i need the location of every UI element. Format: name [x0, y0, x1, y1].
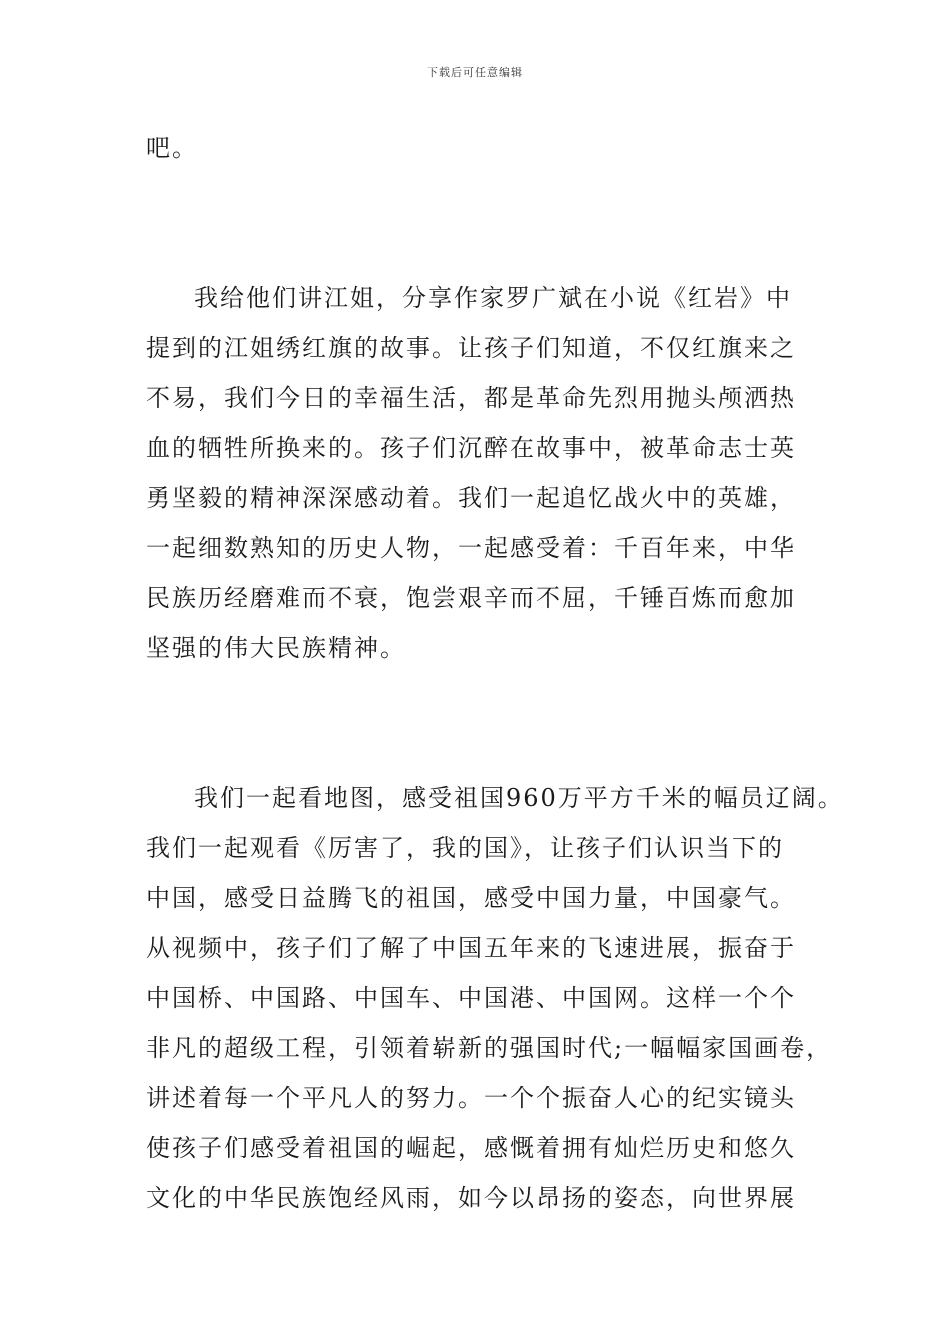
- text-line: 非凡的超级工程，引领着崭新的强国时代;一幅幅家国画卷，: [146, 1034, 833, 1062]
- page-header: 下载后可任意编辑: [427, 66, 523, 79]
- text-line: 提到的江姐绣红旗的故事。让孩子们知道，不仅红旗来之: [146, 334, 796, 362]
- text-line: 不易，我们今日的幸福生活，都是革命先烈用抛头颅洒热: [146, 384, 796, 412]
- paragraph-first-line: 我们一起看地图，感受祖国960万平方千米的幅员辽阔。: [194, 784, 844, 812]
- text-line: 从视频中，孩子们了解了中国五年来的飞速进展，振奋于: [146, 934, 796, 962]
- text-line: 讲述着每一个平凡人的努力。一个个振奋人心的纪实镜头: [146, 1084, 796, 1112]
- text-line: 民族历经磨难而不衰，饱尝艰辛而不屈，千锤百炼而愈加: [146, 584, 796, 612]
- paragraph-first-line: 我给他们讲江姐，分享作家罗广斌在小说《红岩》中: [194, 284, 792, 312]
- text-line: 一起细数熟知的历史人物，一起感受着：千百年来，中华: [146, 534, 796, 562]
- text-line: 中国，感受日益腾飞的祖国，感受中国力量，中国豪气。: [146, 884, 796, 912]
- text-line: 文化的中华民族饱经风雨，如今以昂扬的姿态，向世界展: [146, 1184, 796, 1212]
- text-line: 吧。: [146, 134, 198, 162]
- text-line: 坚强的伟大民族精神。: [146, 634, 406, 662]
- text-line: 我们一起观看《厉害了，我的国》，让孩子们认识当下的: [146, 834, 784, 862]
- text-line: 使孩子们感受着祖国的崛起，感慨着拥有灿烂历史和悠久: [146, 1134, 796, 1162]
- text-line: 中国桥、中国路、中国车、中国港、中国网。这样一个个: [146, 984, 796, 1012]
- text-line: 勇坚毅的精神深深感动着。我们一起追忆战火中的英雄，: [146, 484, 796, 512]
- text-line: 血的牺牲所换来的。孩子们沉醉在故事中，被革命志士英: [146, 434, 796, 462]
